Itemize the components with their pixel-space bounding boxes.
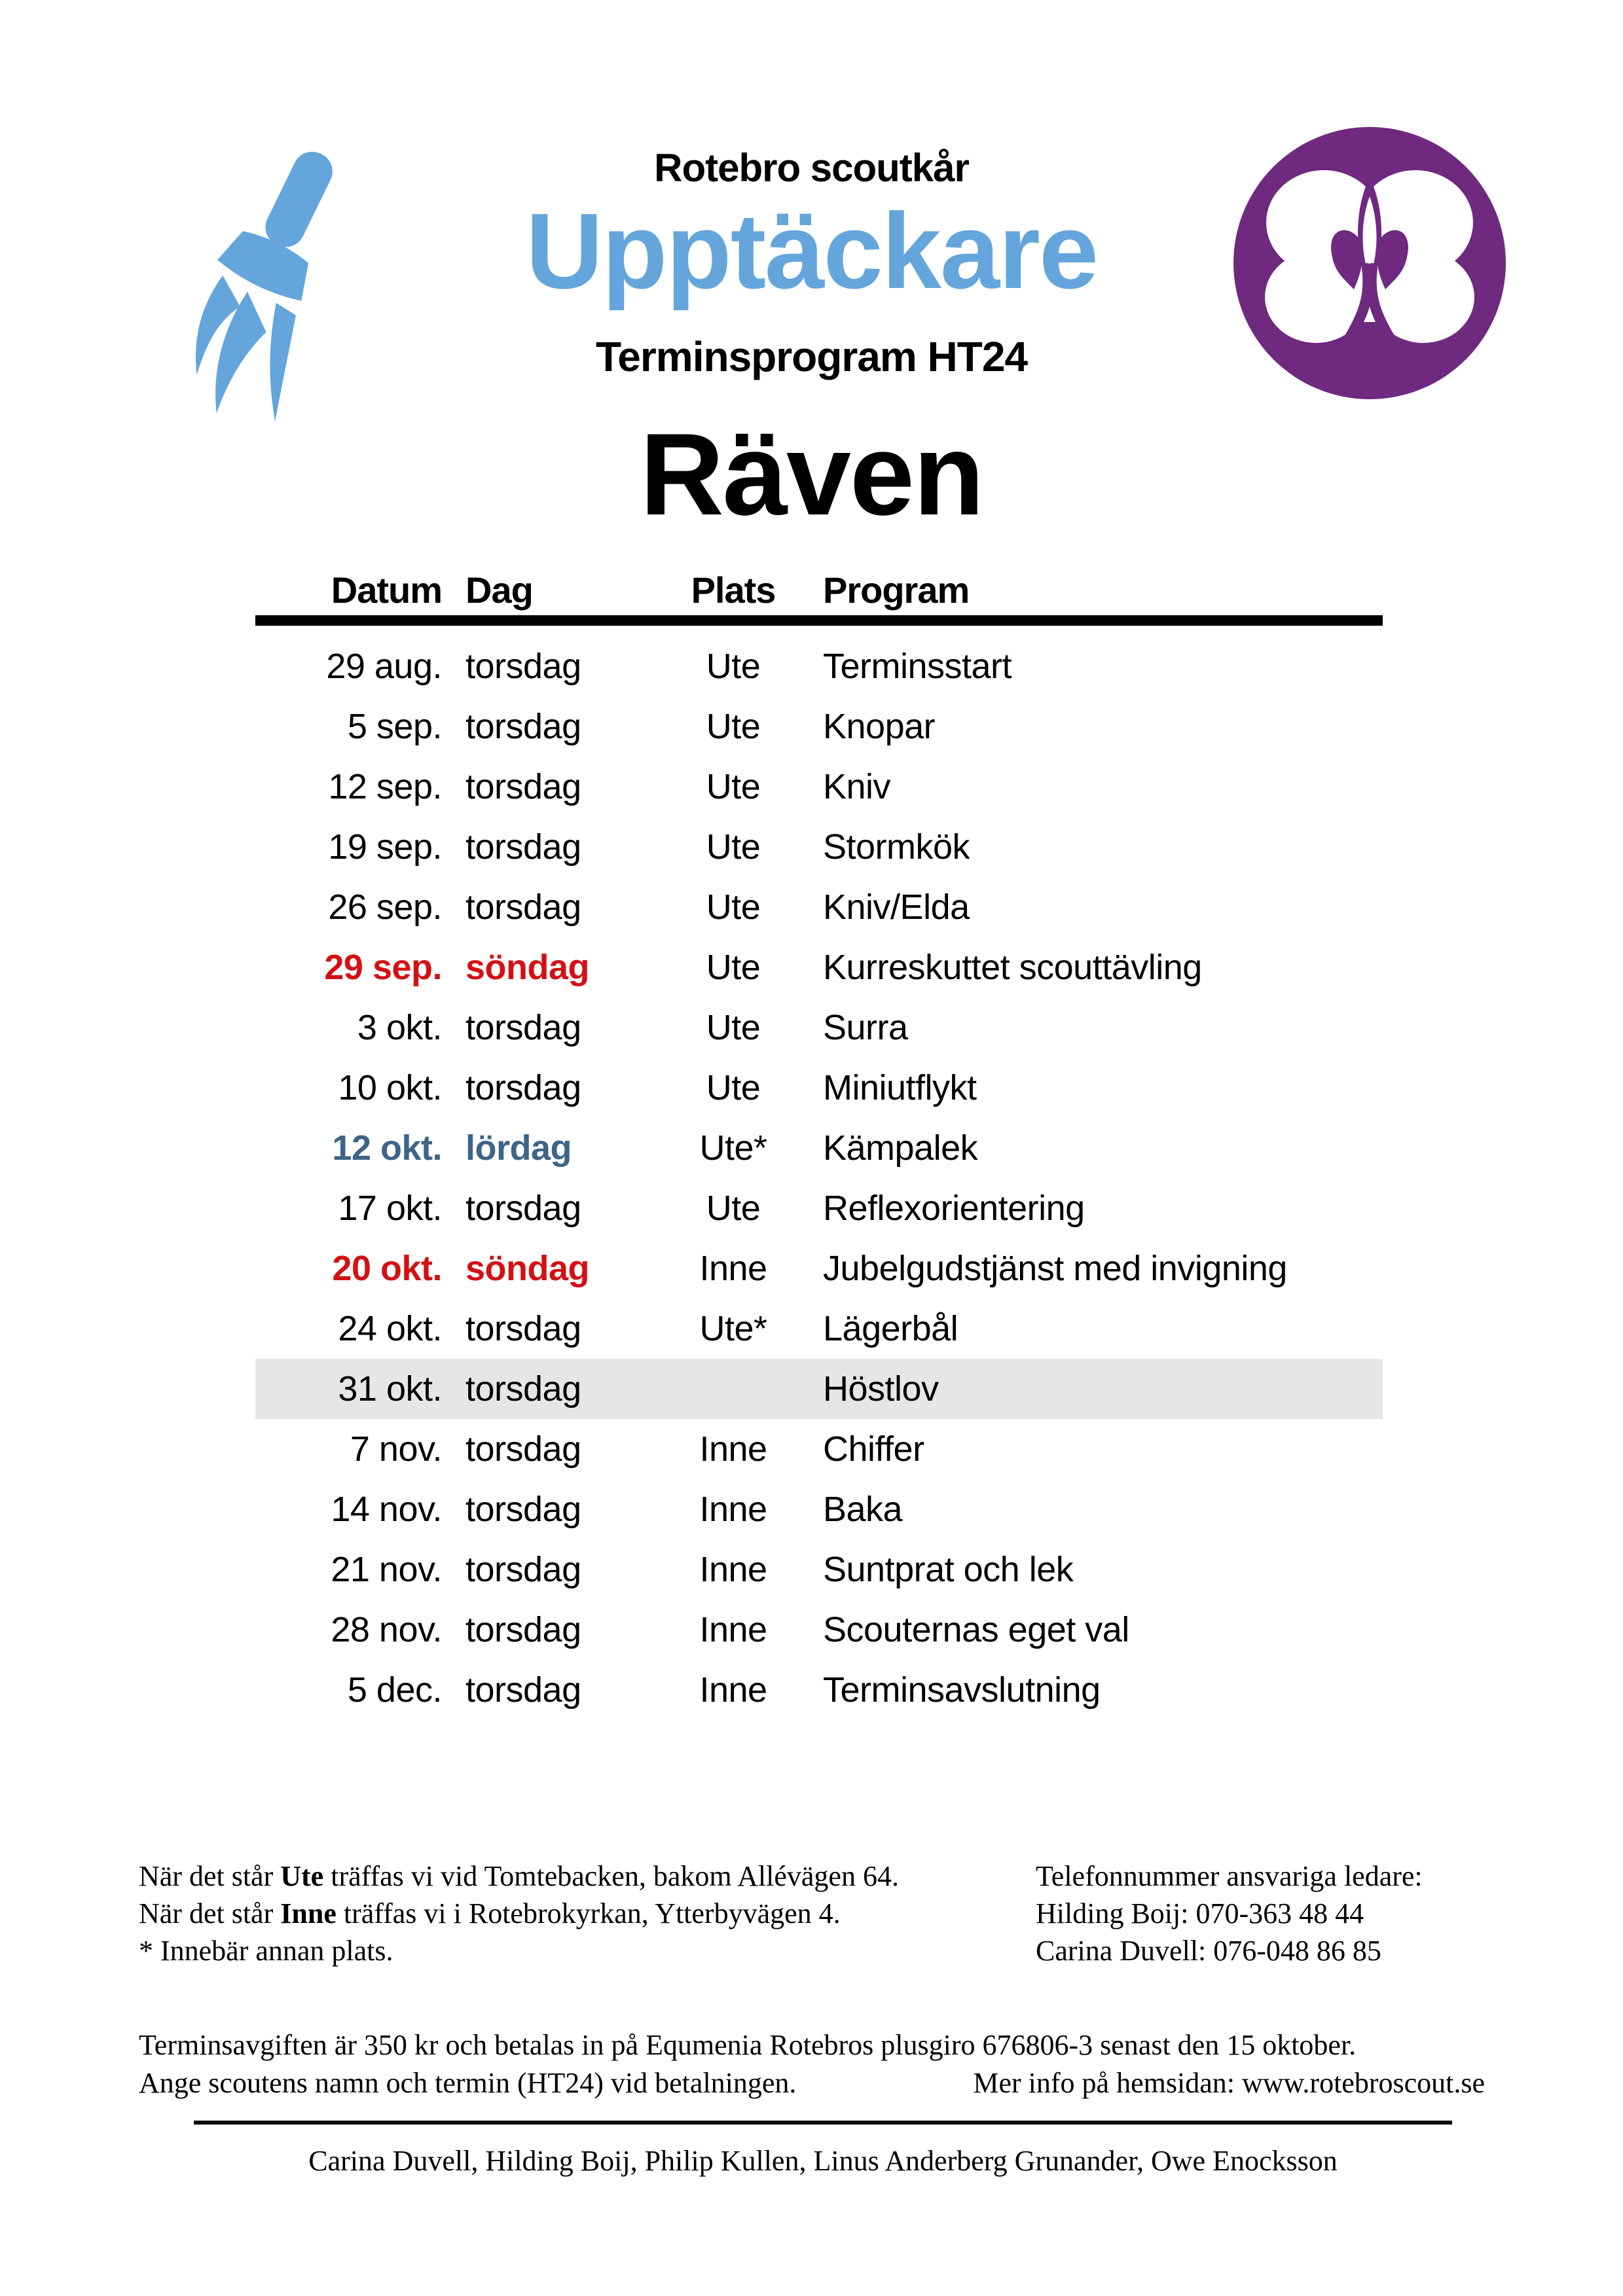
table-row xyxy=(255,1238,1383,1299)
cell-program: Kurreskuttet scouttävling xyxy=(823,948,1202,987)
cell-plats: Inne xyxy=(699,1249,767,1288)
cell-program: Miniutflykt xyxy=(823,1068,977,1107)
cell-program: Lägerbål xyxy=(823,1309,958,1348)
leader-names: Carina Duvell, Hilding Boij, Philip Kullen, Linus Anderberg Grunander, Owe Enocksson xyxy=(308,2145,1338,2177)
cell-program: Scouternas eget val xyxy=(823,1610,1129,1649)
table-row xyxy=(255,1178,1383,1238)
footer-divider xyxy=(194,2121,1452,2125)
org-name: Rotebro scoutkår xyxy=(654,146,969,190)
cell-dag: torsdag xyxy=(465,647,581,686)
cell-datum: 17 okt. xyxy=(338,1189,442,1228)
website-link: Mer info på hemsidan: www.rotebroscout.se xyxy=(973,2067,1485,2099)
cell-program: Kniv/Elda xyxy=(823,888,970,927)
cell-datum: 3 okt. xyxy=(357,1008,442,1047)
info-line-ute: När det står Ute träffas vi vid Tomtebacken, bakom Allévägen 64. xyxy=(139,1860,899,1892)
cell-plats: Ute xyxy=(706,707,761,746)
cell-plats: Ute xyxy=(706,647,761,686)
cell-datum: 24 okt. xyxy=(338,1309,442,1348)
col-header-plats: Plats xyxy=(691,569,776,611)
table-row xyxy=(255,877,1383,937)
table-row xyxy=(255,1419,1383,1479)
cell-program: Suntprat och lek xyxy=(823,1550,1074,1589)
col-header-dag: Dag xyxy=(465,569,533,611)
cell-dag: torsdag xyxy=(465,1490,581,1529)
cell-plats: Inne xyxy=(699,1550,767,1589)
cell-dag: torsdag xyxy=(465,1610,581,1649)
cell-dag: torsdag xyxy=(465,1008,581,1047)
cell-dag: torsdag xyxy=(465,1429,581,1469)
page-title: Räven xyxy=(640,409,983,539)
table-row xyxy=(255,1299,1383,1359)
cell-dag: torsdag xyxy=(465,767,581,806)
cell-dag: torsdag xyxy=(465,707,581,746)
cell-plats: Ute xyxy=(706,888,761,927)
cell-plats: Ute* xyxy=(699,1128,767,1168)
table-row xyxy=(255,757,1383,817)
cell-dag: lördag xyxy=(465,1128,572,1168)
cell-plats: Inne xyxy=(699,1490,767,1529)
cell-plats: Ute xyxy=(706,1008,761,1047)
location-info xyxy=(139,1857,899,1969)
table-row xyxy=(255,636,1383,696)
info-line-inne: När det står Inne träffas vi i Rotebrokyrkan, Ytterbyvägen 4. xyxy=(139,1897,841,1929)
cell-program: Surra xyxy=(823,1008,908,1047)
cell-datum: 28 nov. xyxy=(331,1610,442,1649)
table-row xyxy=(255,1600,1383,1660)
cell-dag: torsdag xyxy=(465,1369,581,1408)
cell-program: Höstlov xyxy=(823,1369,939,1408)
table-row xyxy=(255,1479,1383,1539)
cell-program: Stormkök xyxy=(823,827,970,867)
table-row xyxy=(255,1539,1383,1600)
contact-phone: Hilding Boij: 070-363 48 44 xyxy=(1036,1897,1364,1929)
section-title: Upptäckare xyxy=(525,191,1098,311)
payment-info xyxy=(139,2026,1485,2102)
cell-datum: 12 sep. xyxy=(328,767,442,806)
cell-dag: torsdag xyxy=(465,1550,581,1589)
cell-datum: 19 sep. xyxy=(328,827,442,867)
cell-plats: Inne xyxy=(699,1670,767,1710)
cell-plats: Inne xyxy=(699,1429,767,1469)
payment-line1: Terminsavgiften är 350 kr och betalas in på Equmenia Rotebros plusgiro 676806-3 senast den 15 oktober. xyxy=(139,2029,1357,2061)
cell-program: Chiffer xyxy=(823,1429,924,1469)
cell-program: Terminsstart xyxy=(823,647,1012,686)
col-header-datum: Datum xyxy=(331,569,442,611)
table-row xyxy=(255,997,1383,1058)
cell-program: Baka xyxy=(823,1490,903,1529)
cell-datum: 20 okt. xyxy=(332,1249,442,1288)
cell-program: Kämpalek xyxy=(823,1128,978,1168)
cell-datum: 12 okt. xyxy=(332,1128,442,1168)
cell-plats: Ute xyxy=(706,1068,761,1107)
cell-plats: Ute* xyxy=(699,1309,767,1348)
table-row xyxy=(255,1118,1383,1178)
cell-program: Reflexorientering xyxy=(823,1189,1085,1228)
table-body xyxy=(255,626,1383,1720)
contact-phone: Carina Duvell: 076-048 86 85 xyxy=(1036,1935,1381,1967)
table-row xyxy=(255,1058,1383,1118)
cell-dag: torsdag xyxy=(465,1068,581,1107)
scout-trefoil-icon xyxy=(1232,126,1507,401)
cell-program: Terminsavslutning xyxy=(823,1670,1101,1710)
cell-dag: söndag xyxy=(465,948,590,987)
cell-plats: Ute xyxy=(706,1189,761,1228)
contacts-heading: Telefonnummer ansvariga ledare: xyxy=(1036,1860,1423,1892)
leader-contacts xyxy=(1036,1857,1423,1969)
cell-dag: torsdag xyxy=(465,1670,581,1710)
cell-datum: 5 sep. xyxy=(347,707,442,746)
cell-datum: 14 nov. xyxy=(331,1490,442,1529)
term-subtitle: Terminsprogram HT24 xyxy=(595,333,1028,380)
cell-plats: Inne xyxy=(699,1610,767,1649)
cell-datum: 21 nov. xyxy=(331,1550,442,1589)
cell-plats: Ute xyxy=(706,827,761,867)
cell-dag: torsdag xyxy=(465,827,581,867)
col-header-program: Program xyxy=(823,569,970,611)
cell-dag: torsdag xyxy=(465,1309,581,1348)
cell-datum: 31 okt. xyxy=(338,1369,442,1408)
cell-dag: torsdag xyxy=(465,1189,581,1228)
cell-plats: Ute xyxy=(706,948,761,987)
cell-datum: 26 sep. xyxy=(328,888,442,927)
table-row xyxy=(255,817,1383,877)
cell-program: Knopar xyxy=(823,707,936,746)
table-row xyxy=(255,696,1383,757)
cell-datum: 29 aug. xyxy=(326,647,442,686)
table-row xyxy=(255,937,1383,997)
table-header-row xyxy=(255,564,1383,626)
cell-datum: 29 sep. xyxy=(324,948,442,987)
payment-line2-left: Ange scoutens namn och termin (HT24) vid betalningen. xyxy=(139,2067,797,2099)
cell-program: Kniv xyxy=(823,767,891,806)
cell-datum: 5 dec. xyxy=(347,1670,442,1710)
table-row xyxy=(255,1660,1383,1720)
info-line-asterisk: * Innebär annan plats. xyxy=(139,1935,393,1967)
cell-dag: torsdag xyxy=(465,888,581,927)
program-table xyxy=(255,564,1383,1720)
table-row xyxy=(255,1359,1383,1419)
cell-plats: Ute xyxy=(706,767,761,806)
cell-datum: 10 okt. xyxy=(338,1068,442,1107)
cell-program: Jubelgudstjänst med invigning xyxy=(823,1249,1287,1288)
cell-datum: 7 nov. xyxy=(350,1429,442,1469)
cell-dag: söndag xyxy=(465,1249,590,1288)
